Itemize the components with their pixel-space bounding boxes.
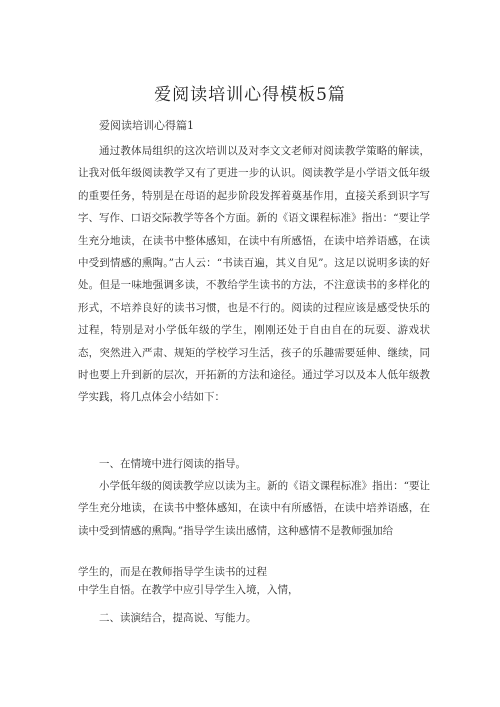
section-subtitle: 爱阅读培训心得篇1 [99, 119, 194, 132]
heading-1: 一、在情境中进行阅读的指导。 [99, 458, 246, 470]
paragraph-2: 小学低年级的阅读教学应以读为主。新的《语文课程标准》指出：“要让学生充分地读，在读书中整体感知，在读中有所感悟，在读中培养语感，在读中受到情感的熏陶。”指导学生读出感情，这种感情不是教师强加给 [78, 480, 430, 537]
paragraph-1: 通过教体局组织的这次培训以及对李文文老师对阅读教学策略的解读，让我对低年级阅读教学又有了更进一步的认识。阅读教学是小学语文低年级的重要任务，特别是在母语的起步阶段发挥着奠基作用，直接关系到识字写字、写作、口语交际教学等各个方面。新的《语文课程标准》指出：“要让学生充分地读，在读书中整体感知，在读中有所感悟，在读中培养语感，在读中受到情感的熏陶。”古人云：“书读百遍，其义自见”。这足以说明多读的好处。但是一味地强调多读，不教给学生读书的方法，不注意读书的多样化的形式，不培养良好的读书习惯，也是不行的。阅读的过程应该是感受快乐的过程，特别是对小学低年级的学生，刚刚还处于自由自在的玩耍、游戏状态，突然进入严肃、规矩的学校学习生活，孩子的乐趣需要延伸、继续，同时也要上升到新的层次，开拓新的方法和途径。通过学习以及本人低年级教学实践，将几点体会小结如下： [78, 145, 430, 404]
paragraph-2-continuation-line-2: 中学生自悟。在教学中应引导学生入境，入情， [78, 584, 299, 596]
heading-2: 二、读演结合，提高说、写能力。 [99, 612, 257, 624]
paragraph-2-continuation-line-1: 学生的，而是在教师指导学生读书的过程 [78, 566, 267, 578]
document-title: 爱阅读培训心得模板5篇 [154, 85, 346, 105]
